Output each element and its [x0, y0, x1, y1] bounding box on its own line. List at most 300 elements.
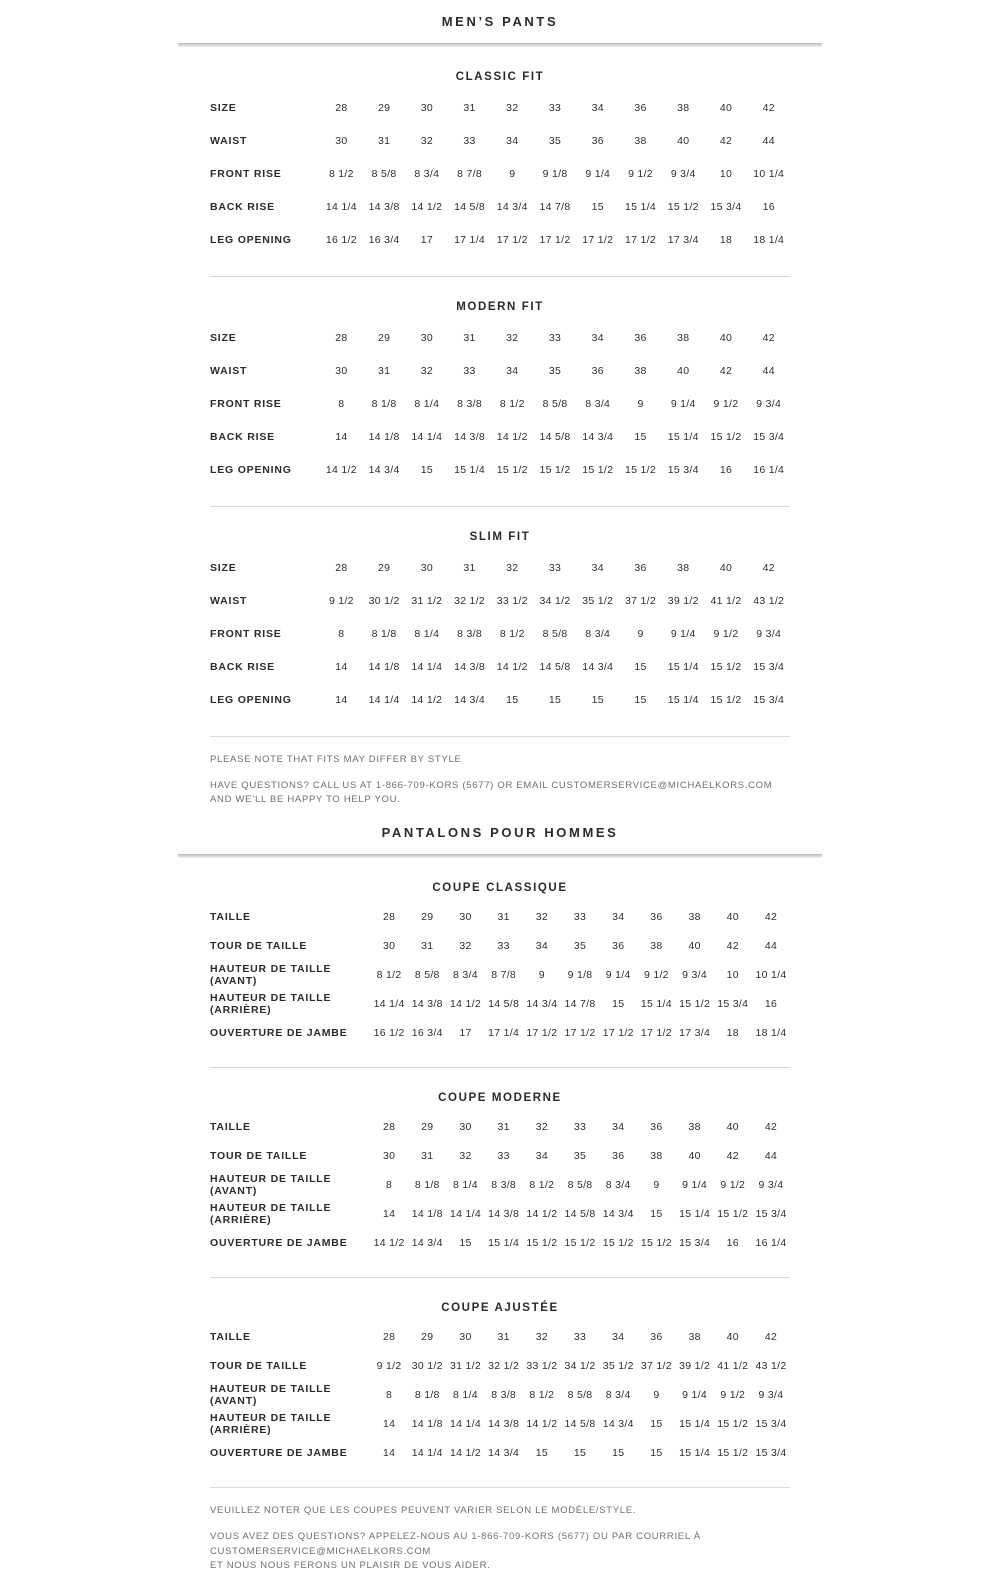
fit-heading: COUPE AJUSTÉE — [441, 1302, 559, 1315]
cell-value: 8 3/4 — [585, 627, 611, 640]
cell-value: 9 3/4 — [756, 397, 782, 410]
cell-value: 14 — [335, 693, 348, 706]
cell-value: 33 — [497, 1149, 510, 1162]
cell-value: 14 1/2 — [411, 693, 443, 706]
cell-value: 15 3/4 — [755, 1207, 787, 1220]
notes-english — [210, 753, 790, 808]
cell-value: 15 3/4 — [753, 660, 785, 673]
cell-value: 8 — [386, 1388, 393, 1401]
cell-value: 8 5/8 — [567, 1388, 593, 1401]
cell-value: 15 1/2 — [496, 463, 528, 476]
cell-value: 41 1/2 — [717, 1359, 749, 1372]
size-chart-section-english — [178, 12, 822, 808]
cell-value: 9 — [538, 968, 545, 981]
table-divider — [210, 736, 790, 737]
cell-value: 35 1/2 — [582, 594, 614, 607]
row-label: LEG OPENING — [210, 693, 292, 706]
cell-value: 15 3/4 — [753, 430, 785, 443]
cell-value: 8 1/4 — [453, 1388, 478, 1401]
fit-tables-english — [178, 71, 822, 737]
cell-value: 18 1/4 — [755, 1026, 787, 1039]
cell-value: 34 — [535, 1149, 548, 1162]
note-line: ET NOUS NOUS FERONS UN PLAISIR DE VOUS AIDER. — [210, 1560, 491, 1572]
cell-value: 14 3/8 — [488, 1417, 520, 1430]
cell-value: 38 — [677, 331, 690, 344]
cell-value: 14 1/2 — [496, 430, 528, 443]
cell-value: 40 — [719, 331, 733, 344]
cell-value: 15 1/4 — [667, 430, 699, 443]
cell-value: 17 1/4 — [454, 233, 486, 246]
cell-value: 44 — [762, 134, 775, 147]
cell-value: 9 — [637, 397, 644, 410]
cell-value: 9 1/2 — [376, 1359, 402, 1372]
cell-value: 17 1/2 — [564, 1026, 596, 1039]
table-row — [210, 960, 790, 989]
cell-value: 9 — [653, 1178, 660, 1191]
cell-value: 40 — [688, 1149, 701, 1162]
cell-value: 9 1/8 — [542, 167, 568, 180]
cell-value: 14 1/2 — [373, 1236, 405, 1249]
cell-value: 32 — [506, 101, 519, 114]
cell-value: 9 1/4 — [670, 397, 696, 410]
cell-value: 28 — [382, 1120, 396, 1133]
cell-value: 41 1/2 — [710, 594, 742, 607]
cell-value: 14 1/4 — [373, 997, 405, 1010]
cell-value: 8 3/4 — [414, 167, 440, 180]
table-row — [210, 91, 790, 124]
row-label: HAUTEUR DE TAILLE (AVANT) — [210, 1382, 332, 1407]
cell-value: 38 — [650, 939, 663, 952]
table-row — [210, 124, 790, 157]
note — [210, 1530, 790, 1574]
title-divider-english — [178, 43, 822, 47]
fit-table — [178, 1302, 822, 1488]
table-row — [210, 420, 790, 453]
cell-value: 8 3/8 — [457, 397, 482, 410]
row-label: LEG OPENING — [210, 463, 292, 476]
cell-value: 8 1/8 — [414, 1388, 440, 1401]
cell-value: 31 — [377, 134, 391, 147]
cell-value: 14 5/8 — [539, 660, 571, 673]
cell-value: 28 — [335, 331, 348, 344]
cell-value: 15 1/2 — [625, 463, 656, 476]
cell-value: 9 — [637, 627, 644, 640]
row-label: TAILLE — [210, 910, 251, 923]
cell-value: 40 — [688, 939, 701, 952]
cell-value: 36 — [591, 134, 604, 147]
cell-value: 9 1/2 — [720, 1388, 746, 1401]
cell-value: 8 1/2 — [499, 397, 525, 410]
cell-value: 14 1/4 — [411, 1446, 443, 1459]
cell-value: 9 — [653, 1388, 660, 1401]
cell-value: 16 3/4 — [411, 1026, 443, 1039]
cell-value: 42 — [764, 1330, 778, 1343]
cell-value: 14 1/2 — [526, 1207, 558, 1220]
cell-value: 17 1/2 — [496, 233, 528, 246]
cell-value: 15 1/2 — [710, 693, 742, 706]
cell-value: 14 7/8 — [539, 200, 571, 213]
fit-table — [178, 1092, 822, 1278]
cell-value: 32 1/2 — [488, 1359, 520, 1372]
row-label: SIZE — [210, 331, 237, 344]
cell-value: 9 1/4 — [682, 1388, 708, 1401]
cell-value: 8 1/2 — [499, 627, 525, 640]
cell-value: 38 — [677, 101, 690, 114]
cell-value: 15 — [459, 1236, 472, 1249]
cell-value: 8 5/8 — [414, 968, 440, 981]
table-row — [210, 1409, 790, 1438]
cell-value: 14 3/4 — [454, 693, 486, 706]
cell-value: 33 1/2 — [526, 1359, 558, 1372]
cell-value: 8 1/2 — [529, 1178, 555, 1191]
cell-value: 33 — [573, 910, 587, 923]
table-row — [210, 683, 790, 716]
cell-value: 15 3/4 — [755, 1446, 787, 1459]
fit-heading: COUPE CLASSIQUE — [432, 882, 568, 895]
cell-value: 8 1/4 — [453, 1178, 478, 1191]
cell-value: 14 1/2 — [325, 463, 357, 476]
cell-value: 14 — [382, 1207, 396, 1220]
cell-value: 30 — [420, 561, 433, 574]
cell-value: 9 1/2 — [328, 594, 354, 607]
table-row — [210, 931, 790, 960]
cell-value: 31 — [497, 1120, 510, 1133]
cell-value: 14 — [335, 430, 348, 443]
cell-value: 35 1/2 — [602, 1359, 634, 1372]
table-row — [210, 1380, 790, 1409]
cell-value: 32 — [459, 1149, 472, 1162]
cell-value: 18 1/4 — [753, 233, 785, 246]
cell-value: 16 — [726, 1236, 739, 1249]
cell-value: 30 1/2 — [368, 594, 400, 607]
cell-value: 14 1/2 — [496, 660, 528, 673]
cell-value: 36 — [650, 1330, 663, 1343]
cell-value: 36 — [612, 1149, 625, 1162]
row-label: TOUR DE TAILLE — [210, 1149, 308, 1162]
cell-value: 15 — [612, 1446, 625, 1459]
fit-heading: SLIM FIT — [469, 531, 531, 543]
cell-value: 15 3/4 — [679, 1236, 711, 1249]
cell-value: 32 — [459, 939, 472, 952]
note-line: VOUS AVEZ DES QUESTIONS? APPELEZ-NOUS AU 1-866-709-KORS (5677) OU PAR COURRIEL À CUSTOMERSERVICE@MICHAELKORS.COM — [210, 1530, 701, 1557]
cell-value: 28 — [382, 910, 396, 923]
cell-value: 9 3/4 — [756, 627, 782, 640]
note-line: AND WE’LL BE HAPPY TO HELP YOU. — [210, 794, 401, 806]
table-row — [210, 617, 790, 650]
cell-value: 36 — [634, 101, 647, 114]
row-label: HAUTEUR DE TAILLE (ARRIÈRE) — [210, 1411, 332, 1436]
cell-value: 34 — [612, 1330, 625, 1343]
cell-value: 14 — [382, 1446, 396, 1459]
cell-value: 15 — [420, 463, 433, 476]
cell-value: 17 1/2 — [582, 233, 614, 246]
cell-value: 18 — [726, 1026, 739, 1039]
cell-value: 39 1/2 — [667, 594, 699, 607]
cell-value: 36 — [650, 910, 663, 923]
cell-value: 8 3/8 — [457, 627, 482, 640]
cell-value: 15 1/2 — [602, 1236, 634, 1249]
cell-value: 28 — [335, 101, 348, 114]
row-label: LEG OPENING — [210, 233, 292, 246]
cell-value: 8 3/4 — [605, 1388, 631, 1401]
cell-value: 14 3/4 — [582, 660, 614, 673]
table-row — [210, 1322, 790, 1351]
cell-value: 40 — [719, 101, 733, 114]
fit-tables-french — [178, 882, 822, 1488]
table-row — [210, 453, 790, 486]
fit-table — [178, 301, 822, 507]
cell-value: 38 — [688, 910, 701, 923]
cell-value: 31 — [421, 1149, 434, 1162]
row-label: BACK RISE — [210, 200, 275, 213]
cell-value: 34 — [591, 561, 604, 574]
cell-value: 9 1/2 — [713, 627, 739, 640]
cell-value: 29 — [421, 1120, 434, 1133]
row-label: HAUTEUR DE TAILLE (ARRIÈRE) — [210, 991, 332, 1016]
cell-value: 14 1/8 — [411, 1207, 443, 1220]
cell-value: 15 1/2 — [564, 1236, 596, 1249]
table-row — [210, 650, 790, 683]
cell-value: 17 — [420, 233, 433, 246]
cell-value: 34 — [535, 939, 548, 952]
cell-value: 35 — [573, 1149, 587, 1162]
cell-value: 15 1/4 — [679, 1207, 711, 1220]
table-row — [210, 321, 790, 354]
cell-value: 36 — [591, 364, 604, 377]
cell-value: 15 1/2 — [667, 200, 699, 213]
cell-value: 8 3/4 — [605, 1178, 631, 1191]
fit-heading: MODERN FIT — [456, 301, 544, 313]
cell-value: 9 3/4 — [758, 1178, 784, 1191]
table-row — [210, 223, 790, 256]
cell-value: 9 1/4 — [682, 1178, 708, 1191]
fit-heading: COUPE MODERNE — [438, 1092, 562, 1105]
table-row — [210, 989, 790, 1018]
cell-value: 31 — [463, 101, 476, 114]
cell-value: 8 3/4 — [453, 968, 478, 981]
cell-value: 14 3/8 — [411, 997, 443, 1010]
cell-value: 40 — [677, 364, 690, 377]
cell-value: 10 — [719, 167, 733, 180]
cell-value: 17 1/2 — [539, 233, 571, 246]
title-divider-french — [178, 854, 822, 858]
table-row — [210, 902, 790, 931]
row-label: BACK RISE — [210, 430, 275, 443]
cell-value: 15 1/4 — [679, 1417, 711, 1430]
cell-value: 36 — [634, 561, 647, 574]
cell-value: 8 5/8 — [542, 627, 568, 640]
cell-value: 15 1/4 — [454, 463, 486, 476]
cell-value: 29 — [377, 561, 391, 574]
cell-value: 15 3/4 — [667, 463, 699, 476]
note — [210, 1504, 790, 1519]
cell-value: 32 — [420, 134, 433, 147]
cell-value: 15 1/2 — [717, 1446, 749, 1459]
table-row — [210, 1351, 790, 1380]
table-divider — [210, 1487, 790, 1488]
cell-value: 14 3/4 — [488, 1446, 520, 1459]
row-label: FRONT RISE — [210, 167, 282, 180]
cell-value: 14 1/4 — [449, 1417, 481, 1430]
cell-value: 15 1/2 — [710, 430, 742, 443]
cell-value: 30 — [459, 1120, 472, 1133]
cell-value: 9 — [509, 167, 516, 180]
cell-value: 14 3/4 — [411, 1236, 443, 1249]
cell-value: 33 — [463, 134, 476, 147]
cell-value: 15 3/4 — [717, 997, 749, 1010]
table-row — [210, 1170, 790, 1199]
cell-value: 15 1/2 — [640, 1236, 672, 1249]
cell-value: 14 1/8 — [368, 430, 400, 443]
cell-value: 31 — [497, 910, 510, 923]
note-line: HAVE QUESTIONS? CALL US AT 1-866-709-KORS (5677) OR EMAIL CUSTOMERSERVICE@MICHAELKORS.COM — [210, 779, 773, 791]
cell-value: 9 1/4 — [585, 167, 611, 180]
cell-value: 18 — [719, 233, 733, 246]
row-label: TAILLE — [210, 1120, 251, 1133]
cell-value: 15 — [506, 693, 519, 706]
notes-french — [210, 1504, 790, 1574]
cell-value: 15 — [591, 693, 604, 706]
cell-value: 16 — [719, 463, 733, 476]
cell-value: 16 3/4 — [368, 233, 400, 246]
cell-value: 14 1/2 — [526, 1417, 558, 1430]
row-label: HAUTEUR DE TAILLE (AVANT) — [210, 1172, 332, 1197]
table-row — [210, 157, 790, 190]
table-row — [210, 354, 790, 387]
note — [210, 753, 790, 768]
cell-value: 15 — [650, 1446, 663, 1459]
cell-value: 38 — [650, 1149, 663, 1162]
cell-value: 15 1/2 — [679, 997, 711, 1010]
cell-value: 42 — [764, 1120, 778, 1133]
cell-value: 29 — [421, 910, 434, 923]
table-divider — [210, 1277, 790, 1278]
cell-value: 16 — [762, 200, 775, 213]
note-line: PLEASE NOTE THAT FITS MAY DIFFER BY STYLE — [210, 754, 462, 765]
cell-value: 14 1/2 — [449, 1446, 481, 1459]
cell-value: 36 — [650, 1120, 663, 1133]
cell-value: 42 — [762, 101, 775, 114]
cell-value: 30 — [420, 331, 433, 344]
cell-value: 14 3/8 — [488, 1207, 520, 1220]
cell-value: 17 1/2 — [640, 1026, 672, 1039]
cell-value: 34 — [591, 331, 604, 344]
cell-value: 40 — [726, 910, 739, 923]
cell-value: 14 5/8 — [564, 1417, 596, 1430]
cell-value: 8 1/4 — [414, 397, 440, 410]
cell-value: 9 1/2 — [643, 968, 669, 981]
cell-value: 34 — [612, 910, 625, 923]
cell-value: 32 — [506, 331, 519, 344]
cell-value: 16 — [764, 997, 778, 1010]
table-row — [210, 387, 790, 420]
cell-value: 30 — [335, 134, 348, 147]
cell-value: 42 — [726, 1149, 739, 1162]
cell-value: 8 1/4 — [414, 627, 440, 640]
fit-heading: CLASSIC FIT — [455, 71, 545, 83]
table-row — [210, 1112, 790, 1141]
row-label: TOUR DE TAILLE — [210, 939, 308, 952]
cell-value: 16 1/2 — [325, 233, 357, 246]
cell-value: 32 — [535, 1120, 548, 1133]
cell-value: 32 1/2 — [454, 594, 486, 607]
cell-value: 39 1/2 — [679, 1359, 711, 1372]
cell-value: 8 1/2 — [529, 1388, 555, 1401]
cell-value: 9 3/4 — [670, 167, 696, 180]
cell-value: 15 — [535, 1446, 548, 1459]
cell-value: 40 — [726, 1330, 739, 1343]
cell-value: 8 — [338, 397, 345, 410]
cell-value: 37 1/2 — [640, 1359, 672, 1372]
cell-value: 15 1/2 — [717, 1417, 749, 1430]
row-label: WAIST — [210, 134, 248, 147]
cell-value: 14 1/2 — [449, 997, 481, 1010]
cell-value: 42 — [719, 364, 733, 377]
cell-value: 40 — [726, 1120, 739, 1133]
cell-value: 14 3/4 — [496, 200, 528, 213]
cell-value: 44 — [762, 364, 775, 377]
cell-value: 8 1/8 — [414, 1178, 440, 1191]
cell-value: 14 3/4 — [602, 1207, 634, 1220]
cell-value: 33 — [548, 561, 562, 574]
cell-value: 42 — [726, 939, 739, 952]
row-label: FRONT RISE — [210, 627, 282, 640]
row-label: HAUTEUR DE TAILLE (AVANT) — [210, 962, 332, 987]
fit-table — [178, 882, 822, 1068]
cell-value: 17 1/2 — [526, 1026, 558, 1039]
cell-value: 28 — [382, 1330, 396, 1343]
cell-value: 17 1/2 — [602, 1026, 634, 1039]
cell-value: 17 1/2 — [625, 233, 656, 246]
cell-value: 33 — [573, 1330, 587, 1343]
cell-value: 14 5/8 — [454, 200, 486, 213]
cell-value: 14 — [382, 1417, 396, 1430]
cell-value: 30 — [382, 939, 396, 952]
cell-value: 15 — [650, 1207, 663, 1220]
cell-value: 15 3/4 — [710, 200, 742, 213]
cell-value: 32 — [535, 910, 548, 923]
row-label: OUVERTURE DE JAMBE — [210, 1026, 348, 1039]
table-row — [210, 1228, 790, 1257]
cell-value: 14 1/8 — [368, 660, 400, 673]
table-row — [210, 1018, 790, 1047]
row-label: WAIST — [210, 364, 248, 377]
row-label: BACK RISE — [210, 660, 275, 673]
cell-value: 38 — [688, 1120, 701, 1133]
cell-value: 8 7/8 — [457, 167, 482, 180]
cell-value: 15 1/2 — [710, 660, 742, 673]
cell-value: 15 1/4 — [488, 1236, 520, 1249]
note-line: VEUILLEZ NOTER QUE LES COUPES PEUVENT VARIER SELON LE MODÈLE/STYLE. — [210, 1505, 637, 1517]
cell-value: 14 3/4 — [602, 1417, 634, 1430]
cell-value: 8 3/8 — [491, 1178, 517, 1191]
cell-value: 31 — [497, 1330, 510, 1343]
cell-value: 38 — [634, 364, 647, 377]
cell-value: 30 — [335, 364, 348, 377]
cell-value: 9 1/2 — [720, 1178, 746, 1191]
row-label: SIZE — [210, 561, 237, 574]
page-title-english: MEN’S PANTS — [441, 14, 559, 29]
cell-value: 40 — [677, 134, 690, 147]
cell-value: 8 5/8 — [542, 397, 568, 410]
cell-value: 16 1/2 — [373, 1026, 405, 1039]
cell-value: 31 — [463, 561, 476, 574]
cell-value: 32 — [535, 1330, 548, 1343]
cell-value: 15 1/2 — [539, 463, 571, 476]
cell-value: 33 — [548, 101, 562, 114]
table-divider — [210, 506, 790, 507]
cell-value: 14 3/8 — [454, 660, 486, 673]
